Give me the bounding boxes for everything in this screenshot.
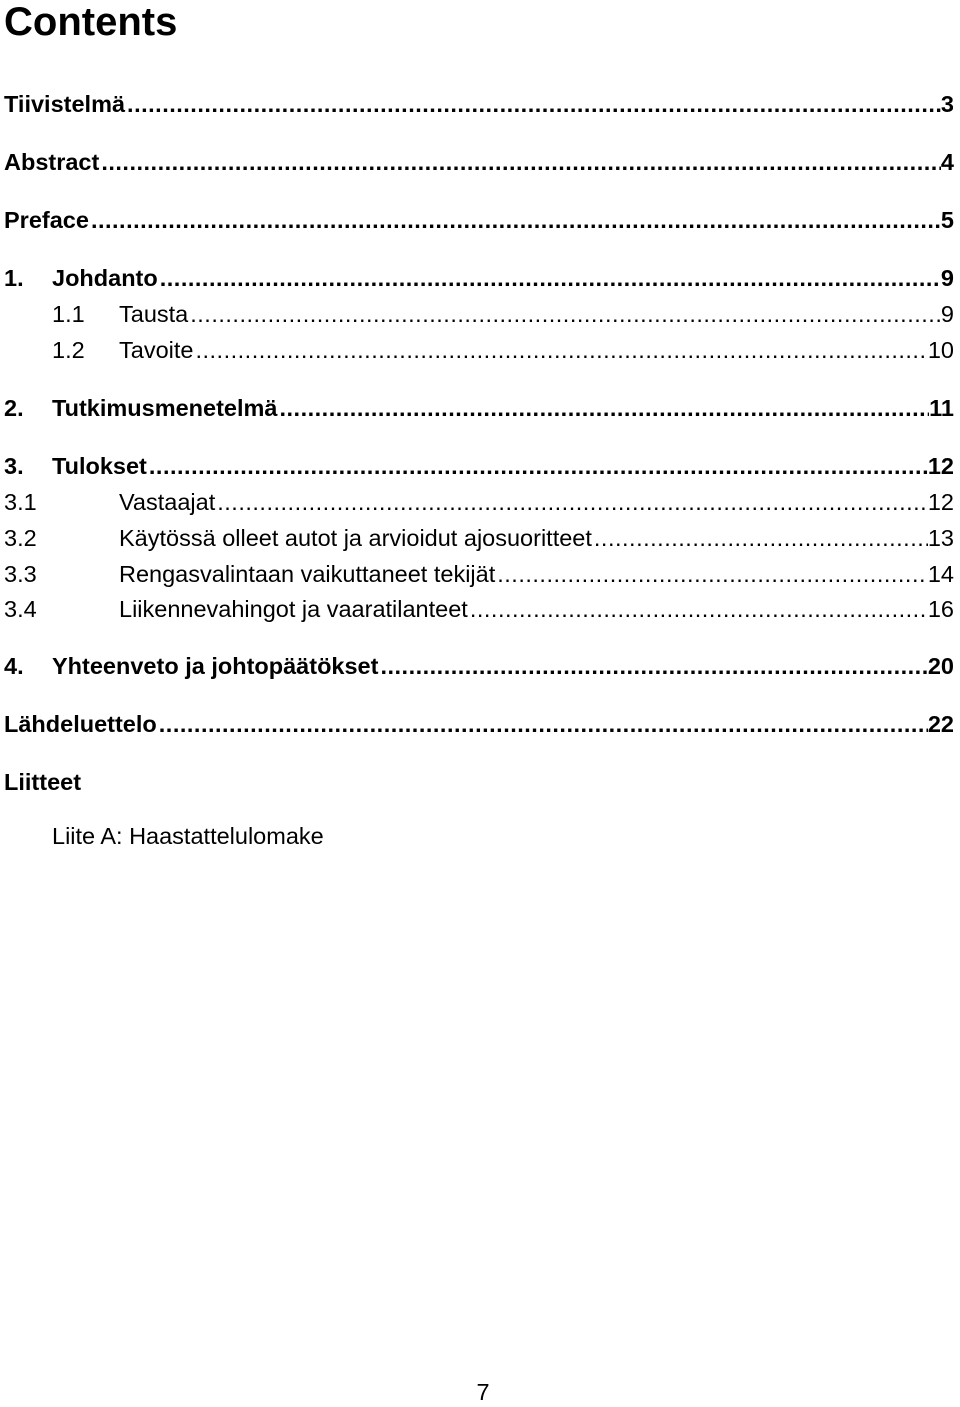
- toc-entry-number: 3.: [4, 453, 24, 479]
- toc-entry-vastaajat[interactable]: [4, 487, 954, 517]
- dot-leader: [147, 451, 928, 481]
- toc-entry-page: 20: [927, 653, 954, 679]
- toc-entry-page: 3: [940, 91, 954, 117]
- dot-leader: [468, 594, 928, 624]
- toc-entry-number: 4.: [4, 653, 24, 679]
- toc-entry-tavoite[interactable]: [4, 335, 954, 365]
- toc-entry-page: 13: [927, 525, 954, 551]
- toc-entry-kaytossa-olleet-autot[interactable]: [4, 523, 954, 553]
- toc-entry-title: Tutkimusmenetelmä: [52, 395, 278, 421]
- toc-entry-number: 1.2: [52, 337, 85, 363]
- appendix-entry-a[interactable]: Liite A: Haastattelulomake: [52, 823, 324, 849]
- toc-entry-page: 9: [940, 301, 954, 327]
- dot-leader: [188, 299, 941, 329]
- toc-entry-number: 3.4: [4, 596, 37, 622]
- dot-leader: [193, 335, 927, 365]
- toc-entry-page: 5: [940, 207, 954, 233]
- toc-entry-title: Johdanto: [52, 265, 158, 291]
- toc-entry-tiivistelma[interactable]: [4, 89, 954, 119]
- dot-leader: [89, 205, 941, 235]
- toc-entry-number: 2.: [4, 395, 24, 421]
- toc-entry-page: 22: [927, 711, 954, 737]
- toc-entry-liikennevahingot[interactable]: [4, 594, 954, 624]
- toc-entry-page: 14: [927, 561, 954, 587]
- toc-entry-page: 12: [927, 489, 954, 515]
- toc-entry-number: 1.1: [52, 301, 85, 327]
- toc-entry-lahdeluettelo[interactable]: [4, 709, 954, 739]
- toc-entry-title: Rengasvalintaan vaikuttaneet tekijät: [119, 561, 496, 587]
- dot-leader: [378, 651, 927, 681]
- toc-entry-title: Preface: [4, 207, 89, 233]
- toc-entry-tausta[interactable]: [4, 299, 954, 329]
- page-title: Contents: [4, 0, 178, 44]
- toc-entry-yhteenveto[interactable]: [4, 651, 954, 681]
- toc-entry-page: 11: [929, 395, 954, 421]
- toc-entry-page: 9: [940, 265, 954, 291]
- toc-entry-rengasvalintaan[interactable]: [4, 559, 954, 589]
- toc-entry-tutkimusmenetelma[interactable]: [4, 393, 954, 423]
- toc-entry-number: 3.1: [4, 489, 37, 515]
- appendices-heading: Liitteet: [4, 769, 82, 795]
- dot-leader: [592, 523, 928, 553]
- dot-leader: [125, 89, 941, 119]
- toc-entry-title: Abstract: [4, 149, 100, 175]
- toc-entry-title: Tulokset: [52, 453, 147, 479]
- toc-entry-title: Käytössä olleet autot ja arvioidut ajosuoritteet: [119, 525, 592, 551]
- page-number: 7: [476, 1379, 490, 1405]
- toc-entry-number: 1.: [4, 265, 24, 291]
- toc-entry-title: Lähdeluettelo: [4, 711, 157, 737]
- toc-entry-preface[interactable]: [4, 205, 954, 235]
- toc-entry-title: Tiivistelmä: [4, 91, 126, 117]
- dot-leader: [215, 487, 928, 517]
- toc-entry-page: 16: [927, 596, 954, 622]
- toc-entry-johdanto[interactable]: [4, 263, 954, 293]
- toc-entry-page: 4: [940, 149, 954, 175]
- toc-entry-abstract[interactable]: [4, 147, 954, 177]
- toc-entry-number: 3.2: [4, 525, 37, 551]
- toc-entry-page: 10: [927, 337, 954, 363]
- dot-leader: [99, 147, 941, 177]
- dot-leader: [157, 709, 928, 739]
- toc-entry-title: Tausta: [119, 301, 189, 327]
- dot-leader: [158, 263, 941, 293]
- dot-leader: [278, 393, 930, 423]
- toc-entry-title: Tavoite: [119, 337, 194, 363]
- toc-entry-page: 12: [927, 453, 954, 479]
- toc-entry-title: Yhteenveto ja johtopäätökset: [52, 653, 379, 679]
- toc-entry-number: 3.3: [4, 561, 37, 587]
- toc-entry-title: Vastaajat: [119, 489, 216, 515]
- dot-leader: [495, 559, 928, 589]
- toc-entry-title: Liikennevahingot ja vaaratilanteet: [119, 596, 468, 622]
- toc-entry-tulokset[interactable]: [4, 451, 954, 481]
